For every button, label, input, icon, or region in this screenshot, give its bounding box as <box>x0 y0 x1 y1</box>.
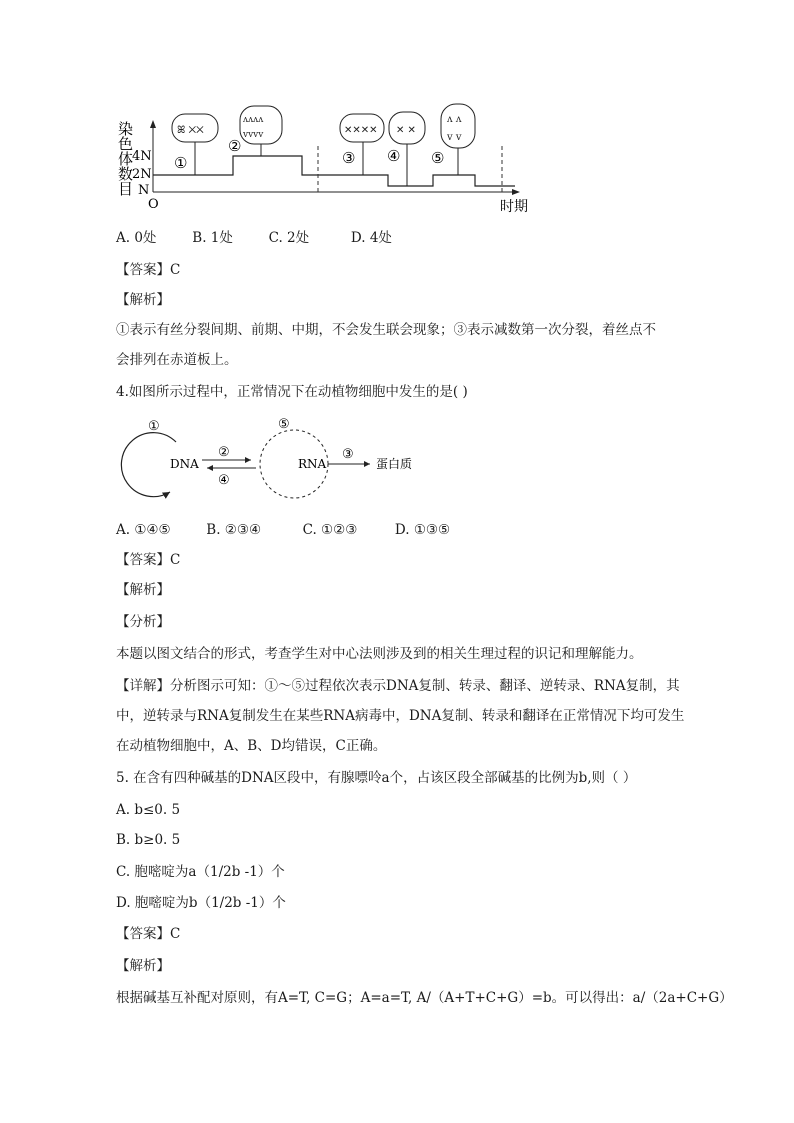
q3-option-c: C. 2处 <box>268 230 310 246</box>
stage-marker-5: ⑤ <box>431 149 445 167</box>
q5-answer: 【答案】C <box>116 926 181 942</box>
q3-options <box>116 228 392 248</box>
x-axis-arrow <box>512 189 520 195</box>
q4-detail-line: 【详解】分析图示可知：①～⑤过程依次表示DNA复制、转录、翻译、逆转录、RNA复制，其 <box>116 678 680 694</box>
q5-option-c: C. 胞嘧啶为a（1/2b -1）个 <box>116 864 285 880</box>
y-axis-label-char: 数 <box>118 165 134 183</box>
q3-answer: 【答案】C <box>116 262 181 278</box>
svg-text:ʌʌʌʌ: ʌʌʌʌ <box>243 115 264 125</box>
svg-text:ʌ ʌ: ʌ ʌ <box>447 114 462 125</box>
dna-replication-arc <box>121 433 176 497</box>
svg-text:ꕤ ✕✕: ꕤ ✕✕ <box>177 125 204 136</box>
q4-analysis-heading: 【解析】 <box>116 582 170 598</box>
y-tick-n: N <box>138 183 150 198</box>
q4-options <box>116 520 450 540</box>
chromosome-number-graph <box>110 100 540 218</box>
chromosome-curve <box>153 156 515 186</box>
q5-stem: 5. 在含有四种碱基的DNA区段中，有腺嘌呤a个，占该区段全部碱基的比例为b,则（ ） <box>116 770 637 786</box>
label-1: ① <box>148 419 160 434</box>
q5-option-a: A. b≤0. 5 <box>116 802 181 818</box>
stage-marker-2: ② <box>228 137 242 155</box>
svg-text:✕ ✕: ✕ ✕ <box>396 125 416 136</box>
q4-fenxi-text: 本题以图文结合的形式，考查学生对中心法则涉及到的相关生理过程的识记和理解能力。 <box>116 646 643 662</box>
cell-bubble-icon <box>441 104 475 175</box>
q3-option-a: A. 0处 <box>116 230 157 246</box>
q3-option-d: D. 4处 <box>350 230 392 246</box>
central-dogma-diagram <box>118 412 448 502</box>
label-5: ⑤ <box>278 417 290 432</box>
q5-option-b: B. b≥0. 5 <box>116 832 181 848</box>
stage-marker-4: ④ <box>387 147 401 165</box>
y-axis-label-char: 染 <box>118 120 134 138</box>
q5-analysis-text: 根据碱基互补配对原则，有A=T, C=G；A=a=T, A/（A+T+C+G）=b。可以得出：a/（2a+C+G） <box>116 990 733 1006</box>
q5-analysis-heading: 【解析】 <box>116 958 170 974</box>
y-axis-label-char: 体 <box>118 150 134 168</box>
stage-marker-3: ③ <box>342 149 356 167</box>
y-axis-label <box>118 120 133 198</box>
svg-text:v v: v v <box>447 132 462 143</box>
q4-option-c: C. ①②③ <box>302 522 358 538</box>
q4-option-a: A. ①④⑤ <box>116 522 171 538</box>
q4-detail-line: 在动植物细胞中，A、B、D均错误，C正确。 <box>116 738 387 754</box>
y-ticks <box>132 149 152 198</box>
label-4: ④ <box>218 473 230 488</box>
origin-label: O <box>148 197 159 212</box>
y-axis-arrow <box>150 120 156 128</box>
label-3: ③ <box>342 447 354 462</box>
q4-option-b: B. ②③④ <box>206 522 262 538</box>
q3-analysis-heading: 【解析】 <box>116 292 170 308</box>
rna-label: RNA <box>298 457 327 471</box>
q4-option-d: D. ①③⑤ <box>394 522 451 538</box>
y-tick-2n: 2N <box>132 167 152 182</box>
q3-option-b: B. 1处 <box>192 230 233 246</box>
q4-detail-line: 中，逆转录与RNA复制发生在某些RNA病毒中，DNA复制、转录和翻译在正常情况下均可发生 <box>116 708 685 724</box>
y-axis-label-char: 目 <box>118 180 134 198</box>
x-axis-label: 时期 <box>500 199 528 215</box>
stage-marker-1: ① <box>174 154 188 172</box>
q5-option-d: D. 胞嘧啶为b（1/2b -1）个 <box>116 895 286 911</box>
q3-analysis-line: 会排列在赤道板上。 <box>116 352 238 368</box>
stage-marker <box>174 137 444 172</box>
q3-analysis-line: ①表示有丝分裂间期、前期、中期，不会发生联会现象；③表示减数第一次分裂，着丝点不 <box>116 322 656 338</box>
svg-text:vvvv: vvvv <box>243 130 264 140</box>
cell-bubble-icon <box>240 106 282 156</box>
protein-label: 蛋白质 <box>376 457 413 471</box>
dna-label: DNA <box>170 457 199 471</box>
label-2: ② <box>218 445 230 460</box>
q4-fenxi-heading: 【分析】 <box>116 614 170 630</box>
svg-text:✕✕✕✕: ✕✕✕✕ <box>344 125 378 136</box>
y-axis-label-char: 色 <box>118 135 134 153</box>
q4-answer: 【答案】C <box>116 552 181 568</box>
q4-stem: 4.如图所示过程中，正常情况下在动植物细胞中发生的是( ) <box>116 384 468 400</box>
y-tick-4n: 4N <box>132 149 152 164</box>
